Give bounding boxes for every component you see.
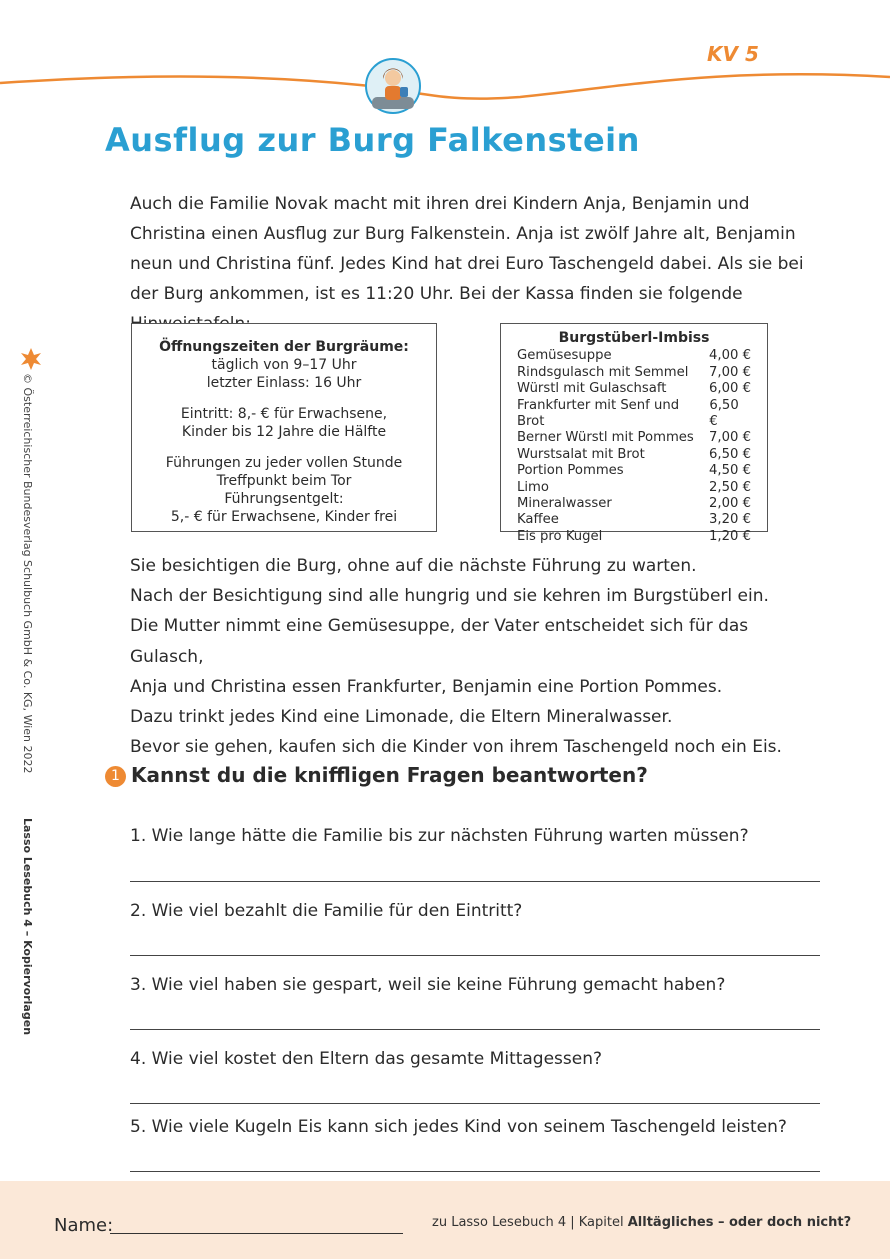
question-4: 4. Wie viel kostet den Eltern das gesamte Mittagessen? bbox=[130, 1049, 603, 1069]
menu-sign bbox=[500, 323, 768, 544]
story-line: Sie besichtigen die Burg, ohne auf die nächste Führung zu warten. bbox=[130, 556, 697, 576]
menu-item: Portion Pommes 4,50 € bbox=[517, 463, 751, 479]
task-number-badge: 1 bbox=[105, 766, 126, 787]
answer-line-4[interactable] bbox=[130, 1103, 820, 1104]
opening-hours-sign bbox=[131, 323, 437, 532]
footer-ref-prefix: zu Lasso Lesebuch 4 | Kapitel bbox=[432, 1215, 624, 1230]
answer-line-1[interactable] bbox=[130, 881, 820, 882]
question-5: 5. Wie viele Kugeln Eis kann sich jedes Kind von seinem Taschengeld leisten? bbox=[130, 1117, 787, 1137]
entry-fee: Eintritt: 8,- € für Erwachsene, bbox=[180, 406, 388, 422]
question-2: 2. Wie viel bezahlt die Familie für den Eintritt? bbox=[130, 901, 523, 921]
story-line: Bevor sie gehen, kaufen sich die Kinder von ihrem Taschengeld noch ein Eis. bbox=[130, 737, 782, 758]
intro-text: Auch die Familie Novak macht mit ihren drei Kindern Anja, Benjamin und Christina einen Ausflug zur Burg Falkenstein. Anja ist zwölf Jahre alt, Benjamin neun und Christina fünf. Jedes Kind hat drei Euro Taschengeld dabei. Als sie bei der Burg ankommen, ist es 11:20 Uhr. Bei der Kassa finden sie folgende bbox=[130, 194, 804, 304]
question-3: 3. Wie viel haben sie gespart, weil sie keine Führung gemacht haben? bbox=[130, 975, 726, 995]
story-line: Die Mutter nimmt eine Gemüsesuppe, der Vater entscheidet sich für das Gulasch, bbox=[130, 616, 749, 667]
mascot-icon bbox=[364, 57, 422, 115]
story-text bbox=[130, 551, 820, 762]
story-line: Dazu trinkt jedes Kind eine Limonade, die Eltern Mineralwasser. bbox=[130, 707, 673, 728]
menu-item: Eis pro Kugel 1,20 € bbox=[517, 528, 751, 544]
menu-item: Gemüsesuppe 4,00 € bbox=[517, 348, 751, 364]
story-line: Anja und Christina essen Frankfurter, Benjamin eine Portion Pommes. bbox=[130, 676, 723, 697]
answer-line-3[interactable] bbox=[130, 1029, 820, 1030]
menu-item: Berner Würstl mit Pommes 7,00 € bbox=[517, 430, 751, 446]
menu-item: Mineralwasser 2,00 € bbox=[517, 496, 751, 512]
answer-line-2[interactable] bbox=[130, 955, 820, 956]
menu-item: Würstl mit Gulaschsaft 6,00 € bbox=[517, 381, 751, 397]
book-series-text: Lasso Lesebuch 4 – Kopiervorlagen bbox=[21, 818, 34, 1036]
name-label: Name: bbox=[54, 1215, 114, 1236]
question-1: 1. Wie lange hätte die Familie bis zur nächsten Führung warten müssen? bbox=[130, 826, 749, 846]
menu-item: Limo 2,50 € bbox=[517, 479, 751, 495]
footer-reference bbox=[432, 1215, 851, 1230]
menu-item: Rindsgulasch mit Semmel 7,00 € bbox=[517, 364, 751, 380]
tours-info: Führungen zu jeder vollen Stunde bbox=[165, 455, 403, 471]
publisher-logo-icon bbox=[18, 346, 44, 372]
opening-hours-time: täglich von 9–17 Uhr bbox=[211, 357, 357, 373]
header-wave-line bbox=[0, 55, 890, 115]
menu-item: Kaffee 3,20 € bbox=[517, 512, 751, 528]
copyright-text: © Österreichischer Bundesverlag Schulbuch GmbH & Co. KG, Wien 2022 bbox=[21, 373, 34, 774]
menu-item: Wurstsalat mit Brot 6,50 € bbox=[517, 446, 751, 462]
tour-fee: 5,- € für Erwachsene, Kinder frei bbox=[170, 509, 398, 525]
footer-ref-chapter: Alltägliches – oder doch nicht? bbox=[627, 1215, 852, 1230]
name-input-line[interactable] bbox=[110, 1233, 403, 1234]
kv-label: KV 5 bbox=[707, 42, 759, 66]
menu-title: Burgstüberl-Imbiss bbox=[558, 330, 710, 346]
page-title: Ausflug zur Burg Falkenstein bbox=[105, 121, 640, 159]
menu-item: Frankfurter mit Senf und Brot 6,50 € bbox=[517, 397, 739, 430]
tour-fee-label: Führungsentgelt: bbox=[224, 491, 344, 507]
story-line: Nach der Besichtigung sind alle hungrig und sie kehren im Burgstüberl ein. bbox=[130, 586, 769, 607]
task-heading: Kannst du die kniffligen Fragen beantworten? bbox=[131, 763, 648, 787]
last-entry: letzter Einlass: 16 Uhr bbox=[206, 375, 362, 391]
answer-line-5[interactable] bbox=[130, 1171, 820, 1172]
entry-fee-children: Kinder bis 12 Jahre die Hälfte bbox=[181, 424, 387, 440]
opening-hours-heading: Öffnungszeiten der Burgräume: bbox=[159, 339, 409, 355]
meeting-point: Treffpunkt beim Tor bbox=[216, 473, 352, 489]
